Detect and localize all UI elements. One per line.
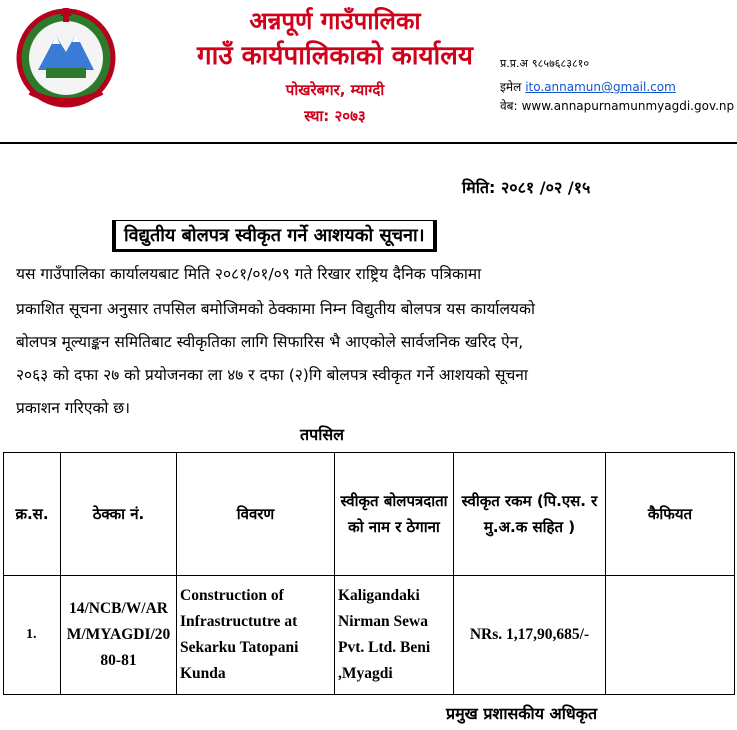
notice-date: मिति: २०८१ /०२ /१५ <box>462 178 591 197</box>
col-header-contract-no: ठेक्का नं. <box>61 453 177 576</box>
contact-phone <box>500 56 589 71</box>
body-line: यस गाउँपालिका कार्यालयबाट मिति २०८१/०१/०९ गते रिखार राष्ट्रिय दैनिक पत्रिकामा <box>16 265 482 283</box>
notice-title: विद्युतीय बोलपत्र स्वीकृत गर्ने आशयको सूचना। <box>112 220 437 249</box>
cell-sn: 1. <box>4 576 61 695</box>
cell-description: Construction of Infrastructutre at Sekarku Tatopani Kunda <box>177 576 335 695</box>
phone-label: प्र.प्र.अ <box>500 57 528 70</box>
contact-web <box>500 97 734 114</box>
org-name-line2: गाउँ कार्यपालिकाको कार्यालय <box>197 41 473 71</box>
org-established: स्था: २०७३ <box>304 107 366 125</box>
col-header-remarks: कैफियत <box>606 453 735 576</box>
nepal-emblem-logo <box>16 6 116 110</box>
tapasil-heading: तपसिल <box>300 425 345 444</box>
org-name-line1: अन्नपूर्ण गाउँपालिका <box>249 7 421 35</box>
col-header-amount: स्वीकृत रकम (पि.एस. र मु.अ.क सहित ) <box>454 453 606 576</box>
body-line: बोलपत्र मूल्याङ्कन समितिबाट स्वीकृतिका लागि सिफारिस भै आएकोले सार्वजनिक खरिद ऐन, <box>16 333 524 351</box>
tender-table <box>3 452 735 695</box>
email-label: इमेल <box>500 80 522 94</box>
contact-email <box>500 78 676 95</box>
table-header-row <box>4 453 735 576</box>
web-label: वेब: <box>500 99 518 113</box>
col-header-description: विवरण <box>177 453 335 576</box>
email-link[interactable]: ito.annamun@gmail.com <box>525 80 676 94</box>
signature-title: प्रमुख प्रशासकीय अधिकृत <box>446 704 598 723</box>
cell-bidder: Kaligandaki Nirman Sewa Pvt. Ltd. Beni ,Myagdi <box>335 576 454 695</box>
body-line: २०६३ को दफा २७ को प्रयोजनका ला ४७ र दफा (२)गि बोलपत्र स्वीकृत गर्ने आशयको सूचना <box>16 366 528 384</box>
header-divider <box>0 142 737 144</box>
body-line: प्रकाशित सूचना अनुसार तपसिल बमोजिमको ठेक्कामा निम्न विद्युतीय बोलपत्र यस कार्यालयको <box>16 300 535 318</box>
body-line: प्रकाशन गरिएको छ। <box>16 399 131 417</box>
col-header-bidder: स्वीकृत बोलपत्रदाता को नाम र ठेगाना <box>335 453 454 576</box>
cell-contract-no: 14/NCB/W/ARM/MYAGDI/2080-81 <box>61 576 177 695</box>
cell-remarks <box>606 576 735 695</box>
cell-amount: NRs. 1,17,90,685/- <box>454 576 606 695</box>
org-address: पोखरेबगर, म्याग्दी <box>285 81 385 99</box>
col-header-sn: क्र.स. <box>4 453 61 576</box>
table-row <box>4 576 735 695</box>
web-value: www.annapurnamunmyagdi.gov.np <box>521 99 735 113</box>
phone-value: ९८५७६८३८१० <box>531 57 590 70</box>
